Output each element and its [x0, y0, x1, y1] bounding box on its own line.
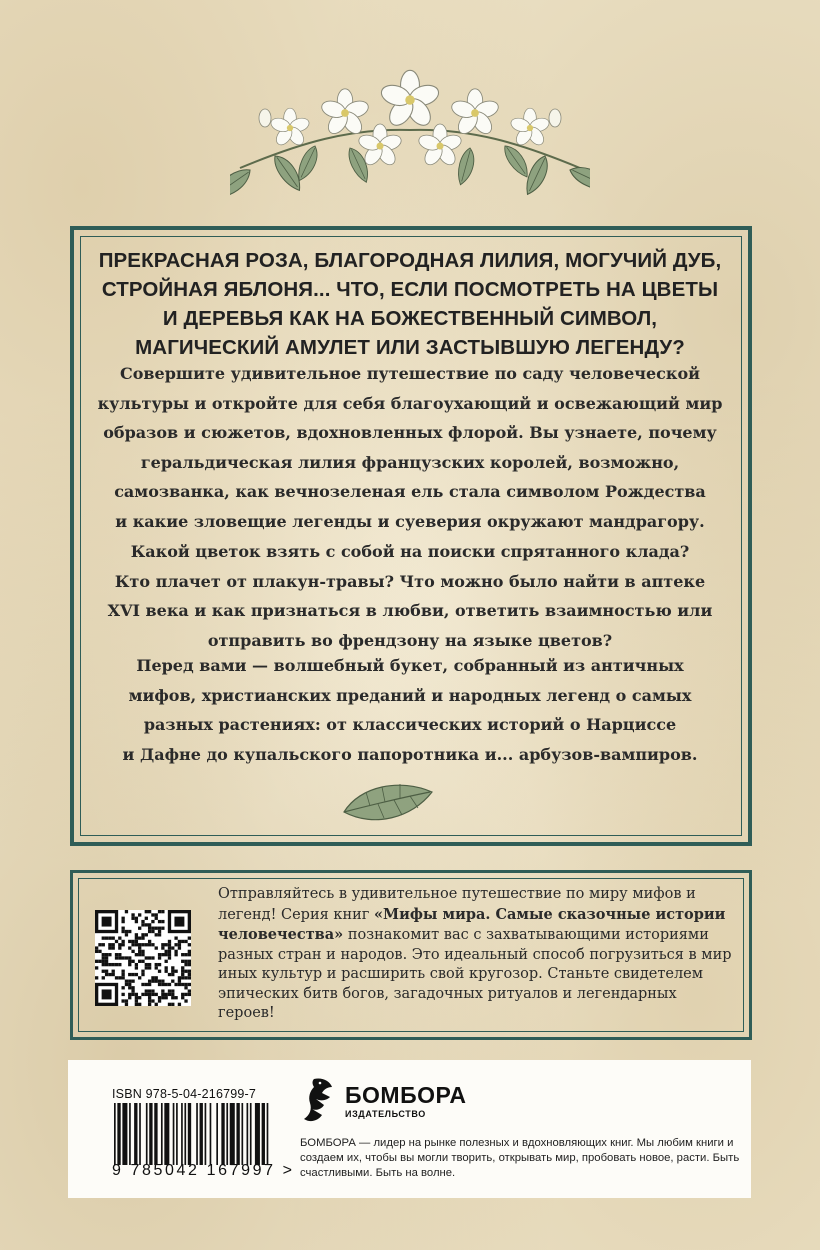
paragraph-line: отправить во френдзону на языке цветов?: [207, 630, 613, 650]
paragraph-1: [88, 359, 732, 536]
leaf-icon: [340, 778, 435, 826]
paragraph-3: [88, 651, 732, 769]
headline-line: ПРЕКРАСНАЯ РОЗА, БЛАГОРОДНАЯ ЛИЛИЯ, МОГУЧИЙ ДУБ,: [98, 249, 722, 272]
bombora-logo-icon: [300, 1075, 340, 1127]
paragraph-line: разных растениях: от классических историй о Нарциссе: [143, 715, 677, 734]
paragraph-line: самозванка, как вечнозеленая ель стала символом Рождества: [114, 482, 706, 501]
isbn-label: ISBN 978-5-04-216799-7: [112, 1087, 257, 1101]
paragraph-line: Совершите удивительное путешествие по саду человеческой: [120, 364, 700, 383]
paragraph-line: мифов, христианских преданий и народных легенд о самых: [128, 685, 692, 705]
headline: [88, 246, 732, 362]
paragraph-line: XVI века и как признаться в любви, ответить взаимностью или: [107, 601, 713, 620]
paragraph-line: Кто плачет от плакун-травы? Что можно было найти в аптеке: [114, 571, 706, 591]
paragraph-line: культуры и откройте для себя благоухающий и освежающий мир: [97, 393, 723, 413]
brand-subtitle: ИЗДАТЕЛЬСТВО: [345, 1109, 426, 1119]
paragraph-line: Перед вами — волшебный букет, собранный из античных: [136, 656, 684, 675]
paragraph-line: и какие зловещие легенды и суеверия окружают мандрагору.: [115, 511, 705, 531]
series-rest: познакомит вас с захватывающими историями разных стран и народов. Это идеальный способ погрузиться в мир иных культур и расширить свой кругозор. Станьте свидетелем эпических битв богов, загадочных ритуалов и легендарных героев!: [218, 927, 732, 1021]
paragraph-2: [88, 537, 732, 655]
headline-line: МАГИЧЕСКИЙ АМУЛЕТ ИЛИ ЗАСТЫВШУЮ ЛЕГЕНДУ?: [135, 336, 685, 359]
qr-code-icon[interactable]: [95, 910, 191, 1006]
barcode-digits: 9 785042 167997 >: [112, 1162, 295, 1179]
headline-line: СТРОЙНАЯ ЯБЛОНЯ... ЧТО, ЕСЛИ ПОСМОТРЕТЬ НА ЦВЕТЫ: [101, 278, 719, 301]
brand-name: БОМБОРА: [345, 1082, 467, 1108]
paragraph-line: и Дафне до купальского папоротника и... арбузов-вампиров.: [122, 744, 698, 764]
series-intro: Отправляйтесь в удивительное путешествие по миру мифов и легенд! Серия книг: [218, 886, 696, 923]
paragraph-line: образов и сюжетов, вдохновленных флорой. Вы узнаете, почему: [103, 423, 717, 442]
publisher-description: БОМБОРА — лидер на рынке полезных и вдохновляющих книг. Мы любим книги и создаем их, чтобы вы могли творить, открывать мир, пробовать новое, расти. Быть счастливыми. Быть на волне.: [300, 1137, 740, 1179]
headline-line: И ДЕРЕВЬЯ КАК НА БОЖЕСТВЕННЫЙ СИМВОЛ,: [162, 307, 658, 330]
series-title: «Мифы мира. Самые сказочные истории человечества»: [218, 905, 726, 943]
paragraph-line: геральдическая лилия французских королей, возможно,: [140, 452, 680, 472]
series-description: [218, 885, 733, 1024]
barcode: [112, 1103, 272, 1165]
jasmine-flowers-icon: [230, 58, 590, 198]
paragraph-line: Какой цветок взять с собой на поиски спрятанного клада?: [130, 542, 690, 561]
